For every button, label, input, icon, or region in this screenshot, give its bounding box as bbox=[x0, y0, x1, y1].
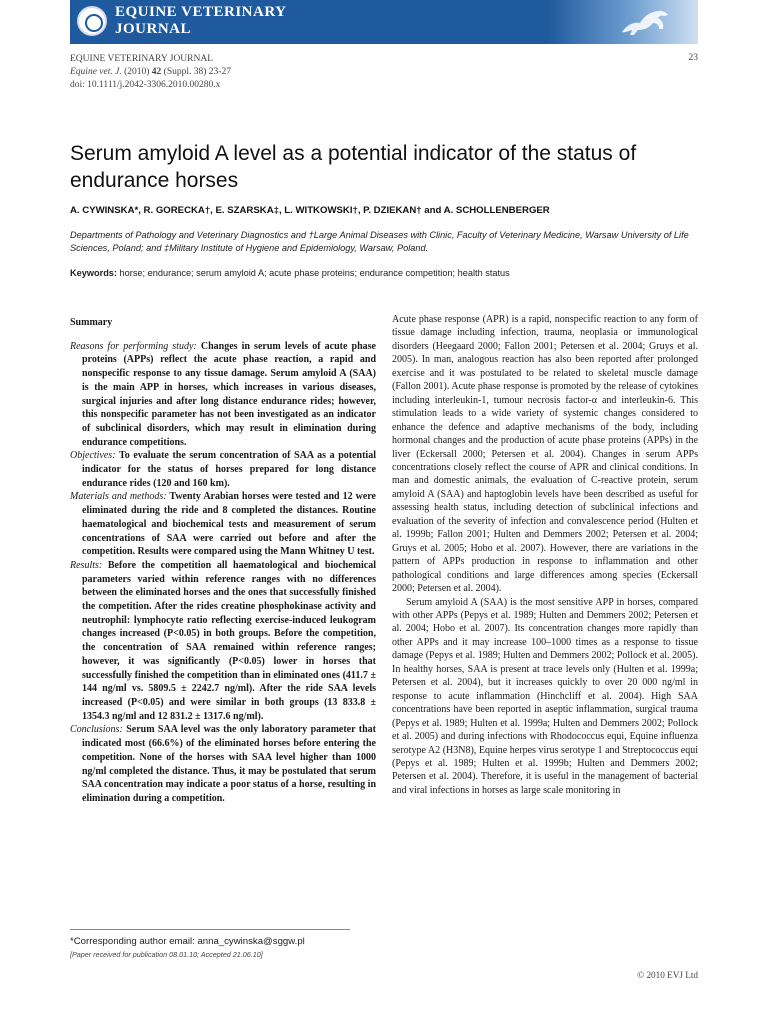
doi: doi: 10.1111/j.2042-3306.2010.00280.x bbox=[70, 80, 221, 90]
banner-title-line2: JOURNAL bbox=[115, 21, 192, 37]
summary-conclusions bbox=[70, 723, 376, 805]
objectives-text: To evaluate the serum concentration of SAA as a potential indicator for the status of horses prepared for long distance endurance rides (120 and 160 km). bbox=[82, 450, 376, 489]
body-paragraph-2: Serum amyloid A (SAA) is the most sensitive APP in horses, compared with other APPs (Pepys et al. 1989; Hulten and Demmers 2002; Petersen et al. 2004; Hobo et al. 2007). Its concentration changes more rapidly than other APPs and it may increase 100–1000 times as a response to tissue damage (Pepys et al. 1989; Hulten and Demmers 2002; Pollock et al. 2005). In healthy horses, SAA is present at trace levels only (Hulten et al. 1999a; Petersen et al. 2004), but it increases quickly to over 20 000 ng/ml in response to acute inflammation (Hinchcliff et al. 2004). High SAA concentrations have been reported in aseptic inflammation, surgical trauma (Pepys et al. 1989; Hulten et al. 1999a; Hulten and Demmers 2002; Pollock et al. 2005) and during infections with Rhodococcus equi, Equine influenza serotype A2 (H3N8), Equine herpes virus serotype 1 and Streptococcus equi (Pepys et al. 1989; Hulten et al. 1999b; Hulten and Demmers 2002; Petersen et al. 2004). Therefore, it is useful in the management of bacterial and viral infections in horses as large scale monitoring in bbox=[392, 596, 698, 796]
received-dates: [Paper received for publication 08.01.10; Accepted 21.06.10] bbox=[70, 950, 263, 959]
journal-citation bbox=[70, 53, 231, 92]
horse-logo-icon bbox=[618, 6, 676, 38]
reasons-text: Changes in serum levels of acute phase proteins (APPs) reflect the acute phase reaction, a rapid and nonspecific response to any tissue damage. Serum amyloid A (SAA) is the main APP in horses, which increases in various diseases, surgical injuries and after long distance endurance rides; however, this nonspecific parameter has not been investigated as an indicator of subclinical disorders, which may result in elimination during endurance competitions. bbox=[82, 340, 376, 448]
results-text: Before the competition all haematological and biochemical parameters varied within reference ranges with no differences between the eliminated horses and the ones that successfully finished the competition. After the rides creatine phosphokinase activity and neutrophil: lymphocyte ratio reflecting exercise-induced leukogram changes increased (P<0.05) in both groups. Before the competition, the concentration of SAA remained within reference ranges; however, it was significantly (P<0.05) lower in horses that successfully finished the competition than in eliminated ones (411.7 ± 144 ng/ml vs. 5809.5 ± 2242.7 ng/ml). After the ride SAA levels increased (P<0.05) and were similar in both groups (13 833.8 ± 1354.3 ng/ml and 12 831.2 ± 1317.6 ng/ml). bbox=[82, 559, 377, 722]
body-column bbox=[392, 313, 698, 797]
citation-year: (2010) bbox=[124, 67, 150, 77]
summary-reasons bbox=[70, 340, 376, 450]
conclusions-label: Conclusions: bbox=[70, 724, 123, 736]
summary-methods bbox=[70, 490, 376, 559]
authors: A. CYWINSKA*, R. GORECKA†, E. SZARSKA‡, L. WITKOWSKI†, P. DZIEKAN† and A. SCHOLLENBERGER bbox=[70, 205, 550, 216]
journal-seal-icon bbox=[77, 6, 107, 36]
citation-line bbox=[70, 66, 231, 79]
citation-prefix: Equine vet. J. bbox=[70, 67, 122, 77]
objectives-label: Objectives: bbox=[70, 450, 116, 462]
summary-heading: Summary bbox=[70, 317, 113, 328]
summary-objectives bbox=[70, 449, 376, 490]
results-label: Results: bbox=[70, 559, 103, 571]
corresponding-author: *Corresponding author email: anna_cywinska@sggw.pl bbox=[70, 936, 305, 947]
keywords-text: horse; endurance; serum amyloid A; acute phase proteins; endurance competition; health status bbox=[119, 268, 510, 278]
methods-text: Twenty Arabian horses were tested and 12 were eliminated during the ride and 8 completed the distances. Routine haematological and biochemical tests and measurement of serum concentrations of SAA were carried out before and after the competition. Results were compared using the Mann Whitney U test. bbox=[82, 491, 376, 558]
journal-banner-title bbox=[115, 4, 286, 38]
affiliations: Departments of Pathology and Veterinary Diagnostics and †Large Animal Diseases with Clinic, Faculty of Veterinary Medicine, Warsaw University of Life Sciences, Poland; and ‡Military Institute of Hygiene and Epidemiology, Warsaw, Poland. bbox=[70, 230, 689, 253]
copyright: © 2010 EVJ Ltd bbox=[637, 970, 698, 980]
footnote-rule bbox=[70, 929, 350, 930]
page-number: 23 bbox=[688, 53, 698, 63]
keywords bbox=[70, 268, 710, 278]
conclusions-text: Serum SAA level was the only laboratory parameter that indicated most (66.6%) of the eliminated horses before entering the competition. None of the horses with SAA level higher than 1000 ng/ml completed the distance. Thus, it may be postulated that serum SAA concentration may indicate a poor status of a horse, resulting in elimination during a competition. bbox=[82, 724, 376, 804]
reasons-label: Reasons for performing study: bbox=[70, 340, 197, 352]
methods-label: Materials and methods: bbox=[70, 491, 167, 503]
citation-pages: (Suppl. 38) 23-27 bbox=[163, 67, 231, 77]
journal-name: EQUINE VETERINARY JOURNAL bbox=[70, 54, 214, 64]
citation-volume: 42 bbox=[151, 67, 162, 77]
banner-title-line1: EQUINE VETERINARY bbox=[115, 4, 287, 20]
article-title: Serum amyloid A level as a potential indicator of the status of endurance horses bbox=[70, 142, 637, 192]
journal-banner bbox=[70, 0, 698, 44]
keywords-label: Keywords: bbox=[70, 268, 117, 278]
summary-results bbox=[70, 559, 376, 723]
body-paragraph-1: Acute phase response (APR) is a rapid, nonspecific reaction to any form of tissue damage including infection, trauma, neoplasia or immunological disorders (Heegaard 2000; Fallon 2001; Petersen et al. 2004; Gruys et al. 2005). In man, analogous reaction has also been reported after prolonged exercise and it was postulated to be related to skeletal muscle damage (Fallon 2001). Acute phase response is promoted by the release of cytokines including interleukin-1, tumour necrosis factor-α and interleukin-6. This stimulation leads to a wide variety of systemic changes considered to enhance the defence and adaptive mechanisms of the body, including hormonal changes and the production of acute phase proteins (APPs) in the liver (Eckersall 2000; Petersen et al. 2004). Changes in serum APPs concentrations closely reflect the course of APR and clinical conditions. In man and domestic animals, the evaluation of C-reactive protein, serum amyloid A (SAA) and haptoglobin levels have been described as useful for assessing health status, including detection of subclinical infections and evaluation of the severity of infection and convalescence period (Hulten et al. 1999b; Fallon 2001; Hulten and Demmers 2002; Petersen et al. 2004; Gruys et al. 2005; Hobo et al. 2007). However, there are variations in the pattern of APPs production in response to inflammation and other pathological conditions and large differences among species (Eckersall 2000; Petersen et al. 2004). bbox=[392, 314, 698, 595]
summary-column bbox=[70, 316, 376, 806]
